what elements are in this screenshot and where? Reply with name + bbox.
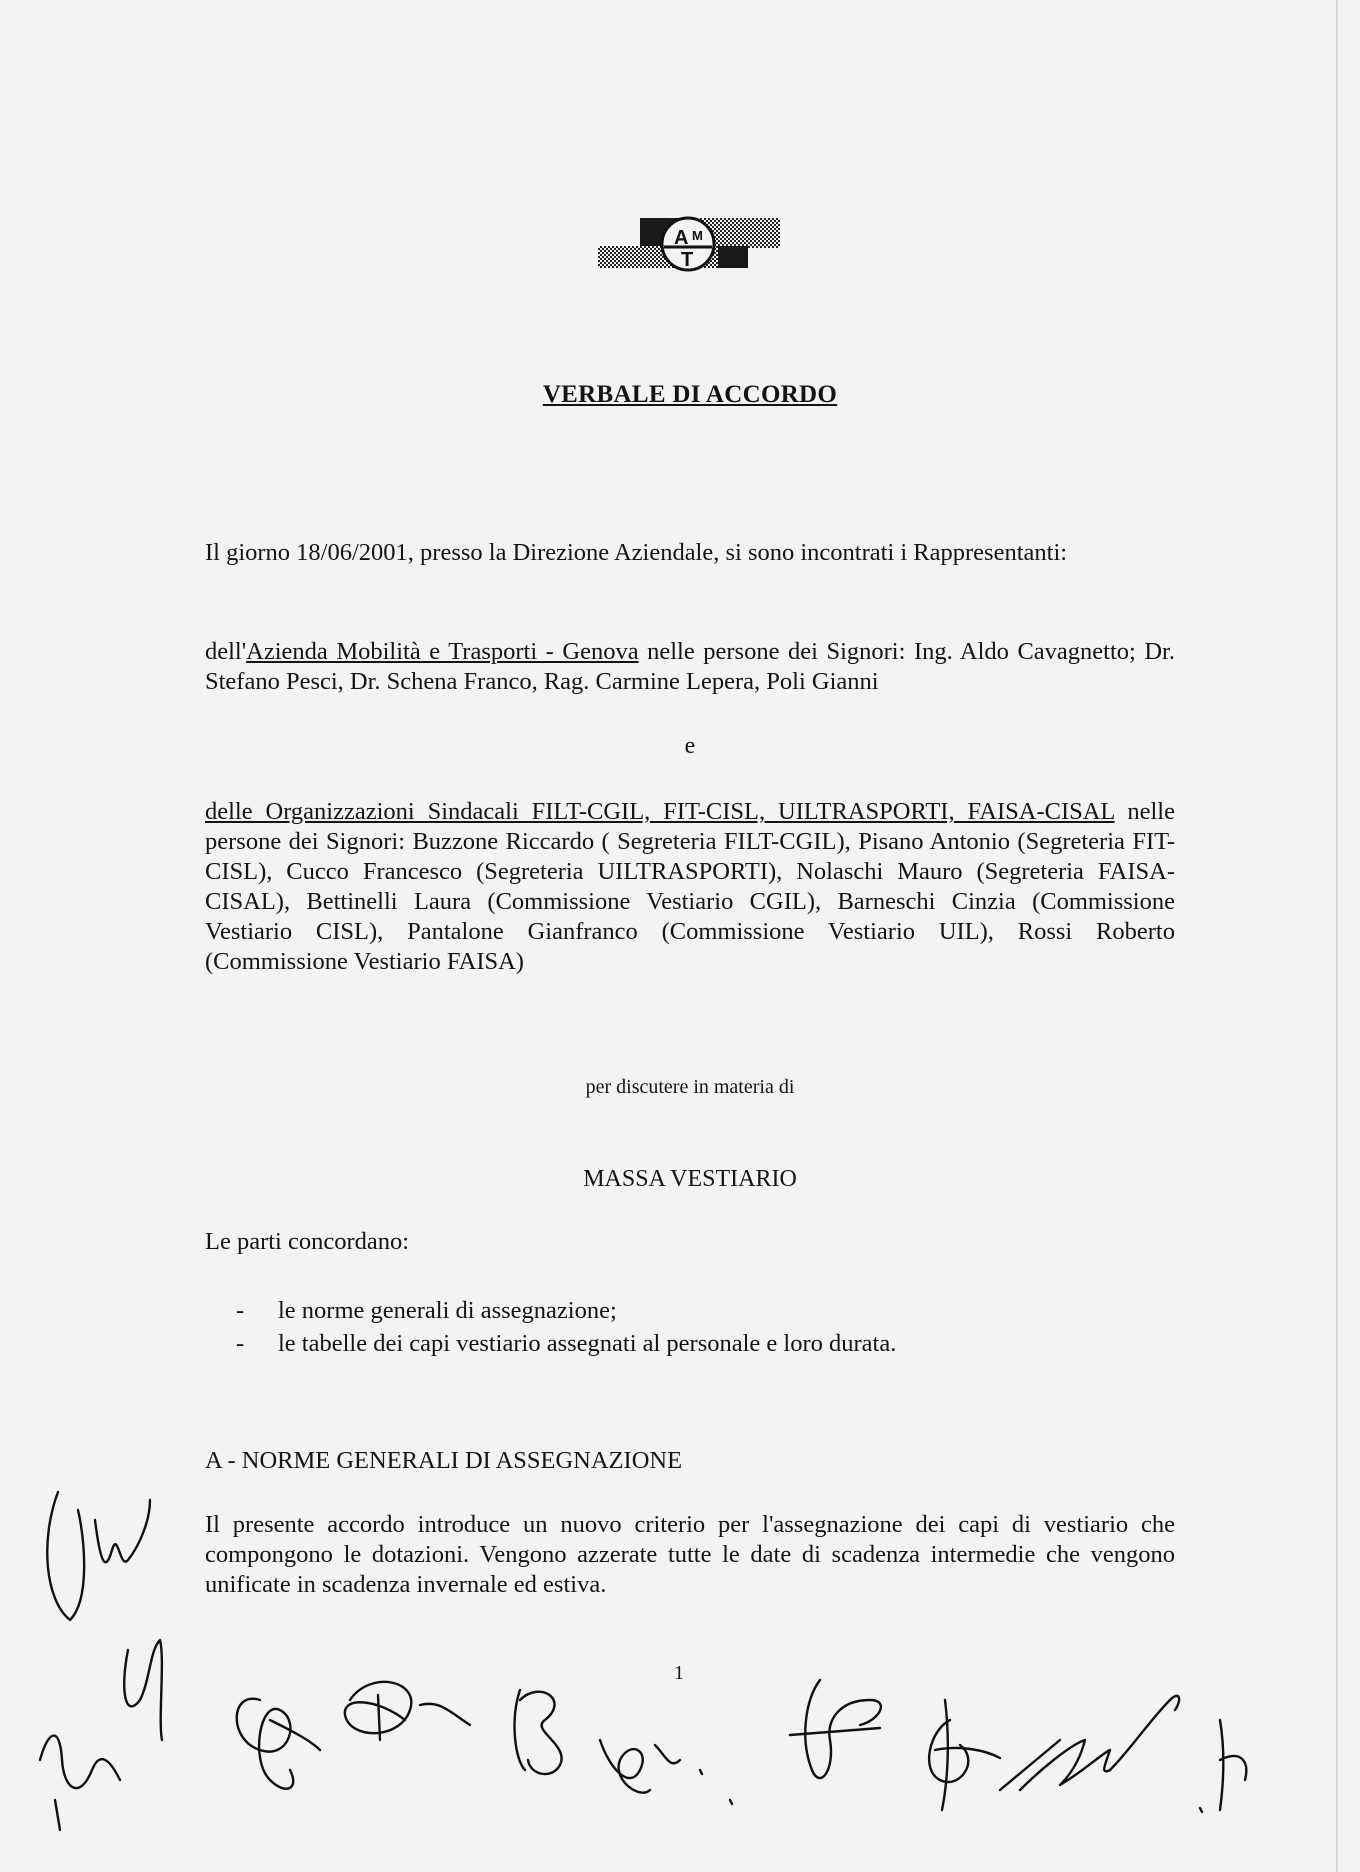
signature (237, 1699, 320, 1789)
signature (1000, 1696, 1179, 1790)
subject-line: MASSA VESTIARIO (583, 1166, 797, 1192)
page-edge (1336, 0, 1338, 1872)
company-paragraph (205, 637, 1175, 697)
svg-text:T: T (681, 249, 694, 271)
section-paragraph: Il presente accordo introduce un nuovo criterio per l'assegnazione dei capi di vestiario che compongono le dotazioni. Vengono azzerate tutte le date di scadenza intermedie che vengono unificate in scadenza invernale ed estiva. (205, 1511, 1175, 1598)
unions-representatives: nelle persone dei Signori: Buzzone Riccardo ( Segreteria FILT-CGIL), Pisano Antonio (Segreteria FIT-CISL), Cucco Francesco (Segreteria UILTRASPORTI), Nolaschi Mauro (Segreteria FAISA-CISAL), Bettinelli Laura (Commissione Vestiario CGIL), Barneschi Cinzia (Commissione Vestiario CISL), Pantalone Gianfranco (Commissione Vestiario UIL), Rossi Roberto (Commissione Vestiario FAISA) (205, 798, 1175, 975)
company-name: Azienda Mobilità e Trasporti - Genova (246, 638, 639, 665)
discuss-line: per discutere in materia di (585, 1076, 795, 1098)
conjunction: e (684, 733, 696, 759)
agreement-intro: Le parti concordano: (205, 1228, 410, 1255)
section-heading: A - NORME GENERALI DI ASSEGNAZIONE (205, 1447, 683, 1474)
signature (515, 1690, 562, 1774)
amt-logo (596, 214, 782, 280)
list-item: - le norme generali di assegnazione; (236, 1294, 896, 1327)
signature (790, 1680, 881, 1778)
signature (929, 1700, 1000, 1810)
svg-text:A: A (674, 227, 689, 249)
unions-paragraph (205, 797, 1175, 977)
list-item: - le tabelle dei capi vestiario assegnati al personale e loro durata. (236, 1327, 896, 1360)
company-prefix: dell' (205, 638, 247, 665)
signature (600, 1740, 732, 1804)
svg-text:M: M (692, 228, 703, 243)
company-representatives: nelle persone dei Signori: Ing. Aldo Cavagnetto; Dr. Stefano Pesci, Dr. Schena Franco, Rag. Carmine Lepera, Poli Gianni (205, 638, 1175, 695)
unions-name: delle Organizzazioni Sindacali FILT-CGIL, FIT-CISL, UILTRASPORTI, FAISA-CISAL (205, 798, 1115, 825)
signature (345, 1682, 470, 1740)
intro-paragraph: Il giorno 18/06/2001, presso la Direzione Aziendale, si sono incontrati i Rappresentanti: (205, 539, 1068, 566)
signature (40, 1736, 120, 1830)
signature (47, 1492, 150, 1620)
agreement-list (236, 1294, 896, 1360)
page-number: 1 (674, 1662, 684, 1684)
document-title: VERBALE DI ACCORDO (542, 381, 838, 408)
signature (1200, 1720, 1246, 1812)
signature (124, 1640, 162, 1740)
